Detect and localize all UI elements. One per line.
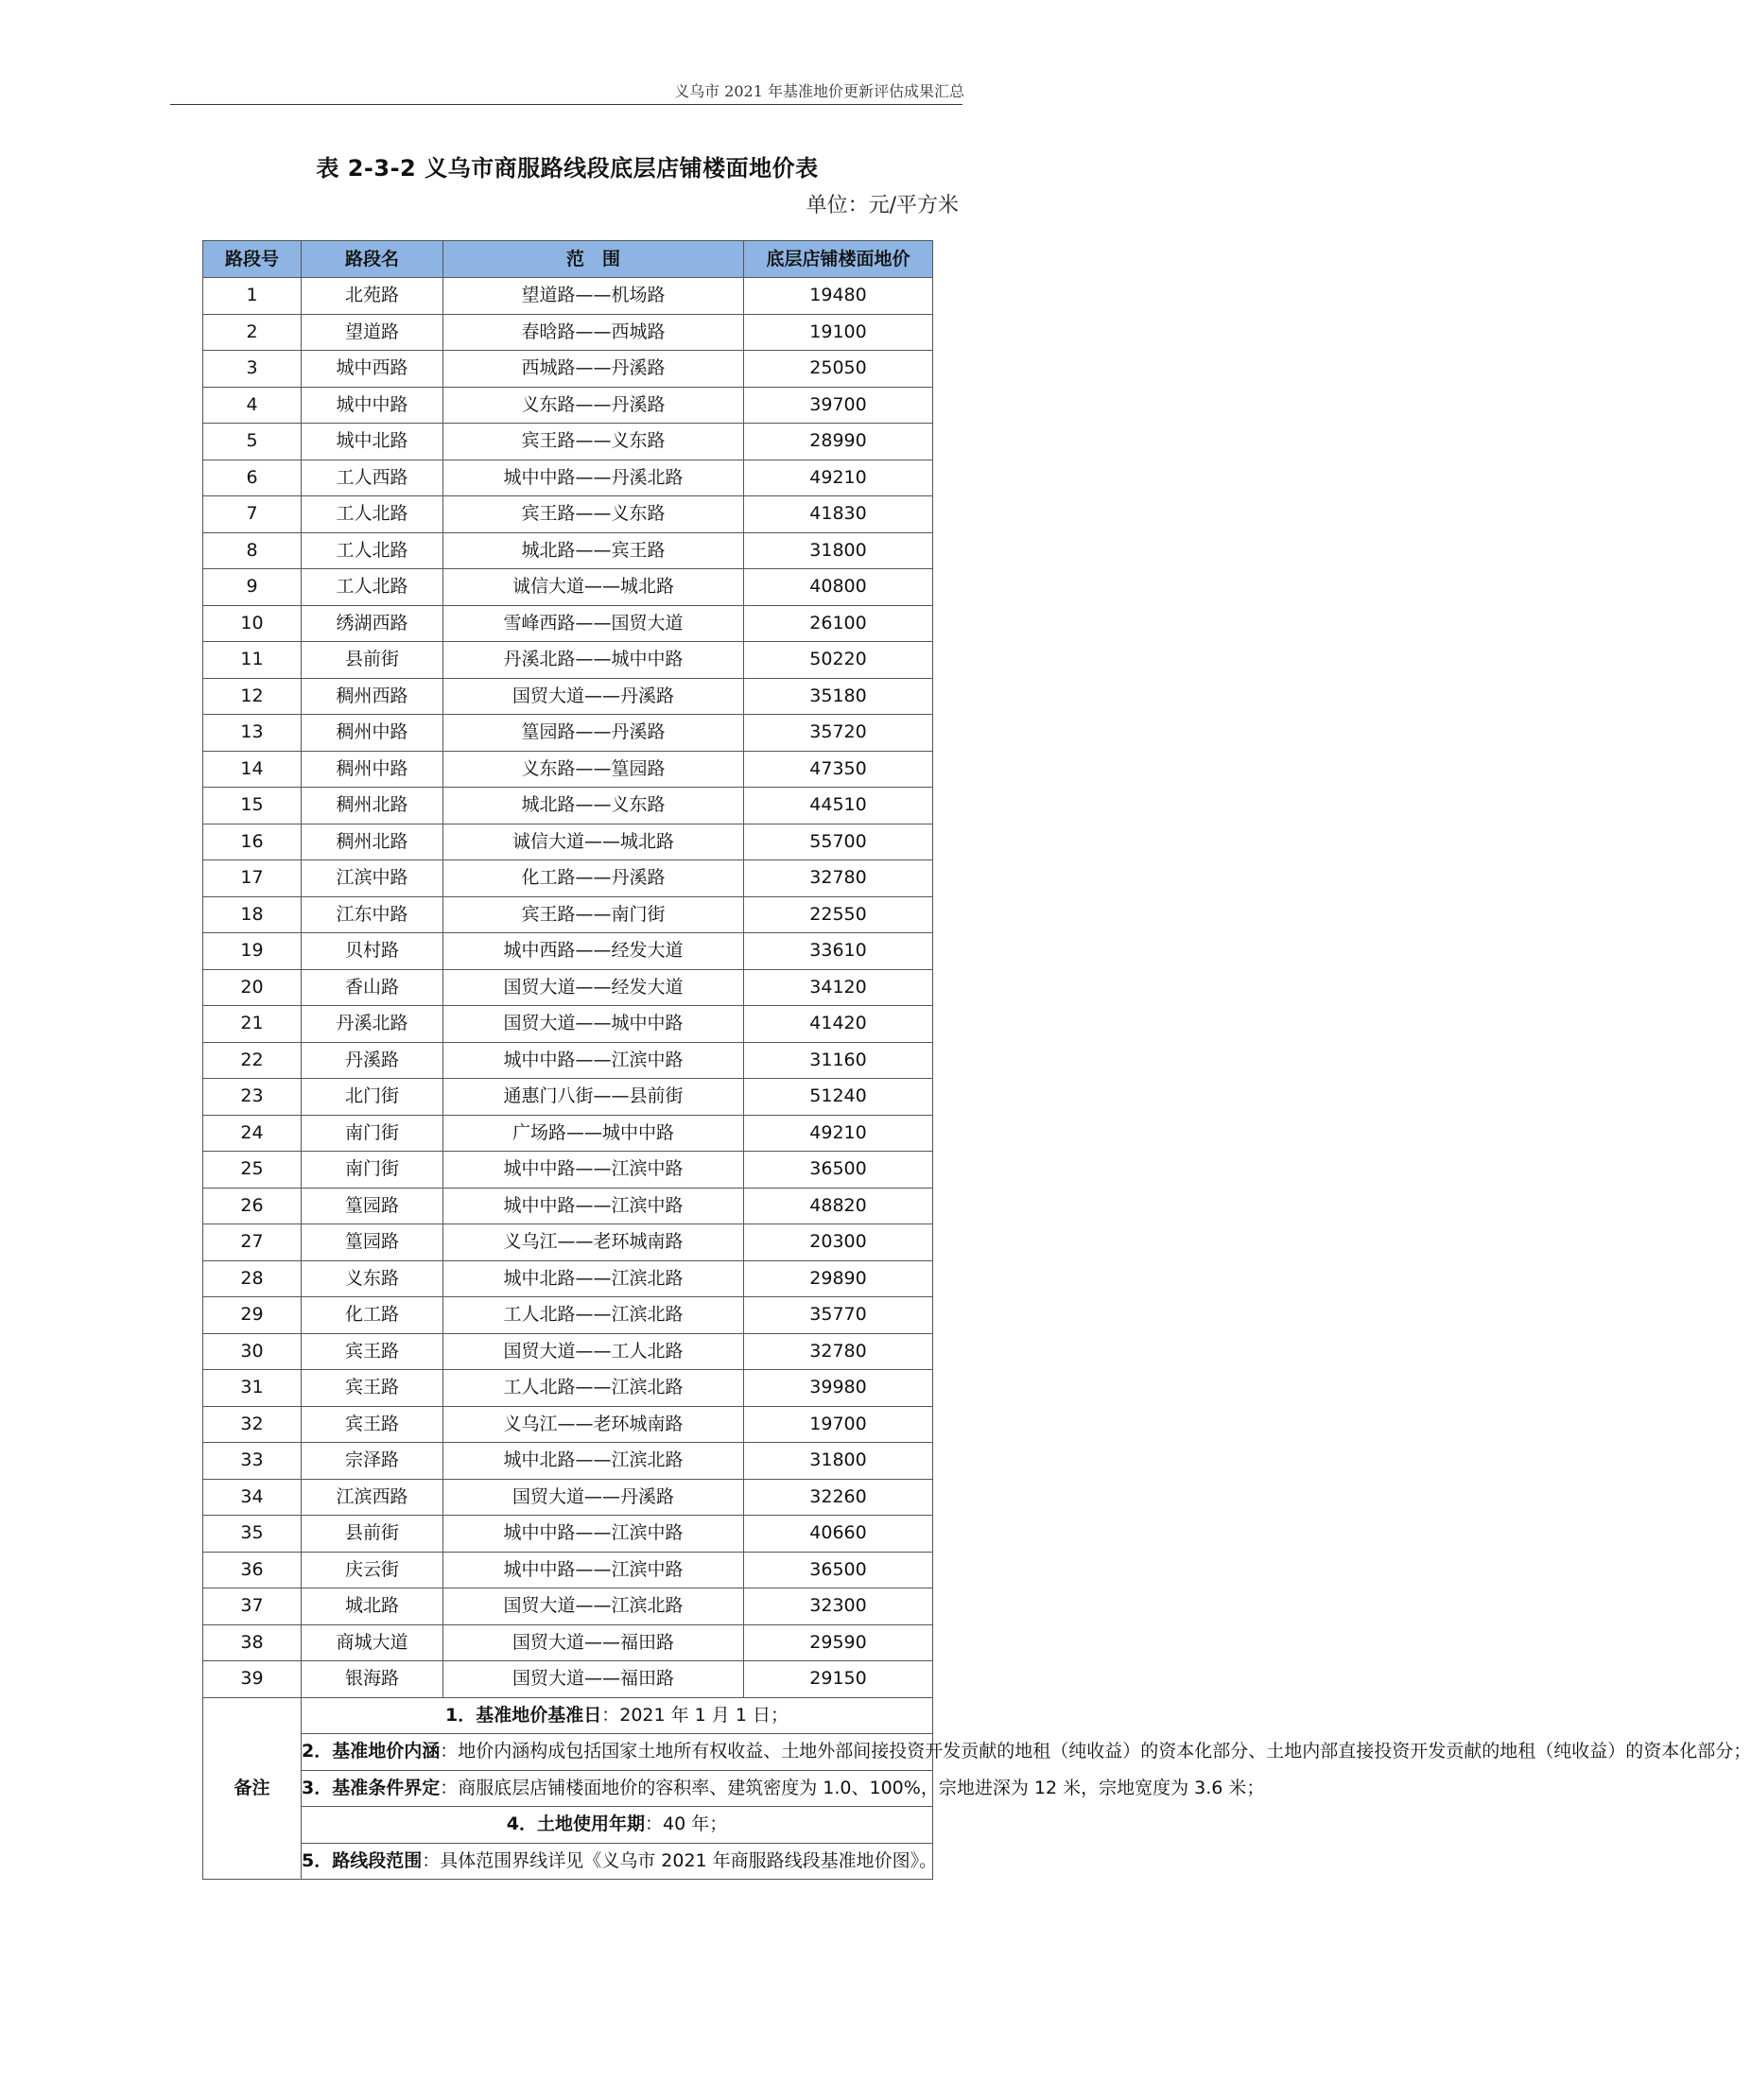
cell-range: 篁园路——丹溪路 xyxy=(443,715,744,752)
cell-segment-no: 10 xyxy=(203,605,302,642)
table-row xyxy=(203,969,933,1006)
cell-road-name: 绣湖西路 xyxy=(302,605,443,642)
cell-range: 国贸大道——城中中路 xyxy=(443,1006,744,1043)
table-row xyxy=(203,1588,933,1625)
table-row xyxy=(203,715,933,752)
cell-range: 国贸大道——经发大道 xyxy=(443,969,744,1006)
table-row xyxy=(203,1479,933,1516)
cell-road-name: 工人北路 xyxy=(302,496,443,533)
note-number: 5． xyxy=(302,1849,333,1871)
cell-range: 宾王路——义东路 xyxy=(443,496,744,533)
note-text: ：具体范围界线详见《义乌市 2021 年商服路线段基准地价图》。 xyxy=(422,1849,938,1871)
cell-price: 40660 xyxy=(744,1516,933,1553)
note-item xyxy=(302,1734,1751,1771)
cell-price: 32260 xyxy=(744,1479,933,1516)
cell-road-name: 义东路 xyxy=(302,1260,443,1297)
cell-price: 26100 xyxy=(744,605,933,642)
cell-road-name: 宗泽路 xyxy=(302,1443,443,1480)
cell-road-name: 庆云街 xyxy=(302,1552,443,1588)
cell-price: 35720 xyxy=(744,715,933,752)
cell-range: 城中北路——江滨北路 xyxy=(443,1260,744,1297)
note-text: ：商服底层店铺楼面地价的容积率、建筑密度为 1.0、100%，宗地进深为 12 米，宗地宽度为 3.6 米； xyxy=(440,1777,1265,1798)
table-row xyxy=(203,351,933,388)
cell-price: 36500 xyxy=(744,1152,933,1189)
table-row xyxy=(203,1333,933,1370)
note-item xyxy=(302,1770,1265,1807)
cell-range: 广场路——城中中路 xyxy=(443,1115,744,1152)
cell-price: 32780 xyxy=(744,1333,933,1370)
cell-segment-no: 8 xyxy=(203,532,302,569)
cell-range: 宾王路——义东路 xyxy=(443,424,744,460)
cell-price: 48820 xyxy=(744,1188,933,1224)
cell-segment-no: 34 xyxy=(203,1479,302,1516)
table-row xyxy=(203,1406,933,1443)
cell-segment-no: 3 xyxy=(203,351,302,388)
cell-road-name: 江东中路 xyxy=(302,896,443,933)
note-number: 4． xyxy=(506,1814,537,1834)
cell-range: 宾王路——南门街 xyxy=(443,896,744,933)
cell-road-name: 宾王路 xyxy=(302,1406,443,1443)
table-row xyxy=(203,642,933,679)
cell-road-name: 工人北路 xyxy=(302,569,443,606)
table-row xyxy=(203,424,933,460)
table-row xyxy=(203,314,933,351)
cell-segment-no: 39 xyxy=(203,1661,302,1698)
note-heading: 土地使用年期 xyxy=(537,1814,646,1834)
cell-price: 22550 xyxy=(744,896,933,933)
cell-price: 35180 xyxy=(744,678,933,715)
cell-range: 诚信大道——城北路 xyxy=(443,824,744,860)
cell-range: 通惠门八街——县前街 xyxy=(443,1079,744,1116)
note-number: 3． xyxy=(302,1777,333,1798)
cell-road-name: 县前街 xyxy=(302,642,443,679)
cell-range: 城中中路——江滨中路 xyxy=(443,1516,744,1553)
cell-price: 31800 xyxy=(744,532,933,569)
cell-price: 31800 xyxy=(744,1443,933,1480)
table-row xyxy=(203,1624,933,1661)
cell-range: 春晗路——西城路 xyxy=(443,314,744,351)
cell-price: 44510 xyxy=(744,788,933,824)
cell-road-name: 篁园路 xyxy=(302,1188,443,1224)
table-row xyxy=(203,1152,933,1189)
cell-road-name: 城中中路 xyxy=(302,387,443,424)
cell-road-name: 化工路 xyxy=(302,1297,443,1334)
cell-road-name: 丹溪北路 xyxy=(302,1006,443,1043)
cell-road-name: 稠州北路 xyxy=(302,824,443,860)
note-row xyxy=(203,1843,933,1880)
note-number: 1． xyxy=(445,1704,477,1726)
cell-price: 29890 xyxy=(744,1260,933,1297)
cell-range: 城中中路——江滨中路 xyxy=(443,1552,744,1588)
table-row xyxy=(203,1188,933,1224)
unit-label: 单位：元/平方米 xyxy=(806,194,959,217)
note-text: ：地价内涵构成包括国家土地所有权收益、土地外部间接投资开发贡献的地租（纯收益）的资本化部分、土地内部直接投资开发贡献的地租（纯收益）的资本化部分； xyxy=(440,1741,1751,1762)
table-header-row xyxy=(203,241,933,278)
cell-segment-no: 14 xyxy=(203,751,302,788)
table-row xyxy=(203,896,933,933)
cell-range: 义东路——篁园路 xyxy=(443,751,744,788)
cell-segment-no: 16 xyxy=(203,824,302,860)
cell-segment-no: 36 xyxy=(203,1552,302,1588)
table-row xyxy=(203,278,933,315)
cell-price: 49210 xyxy=(744,460,933,496)
table-row xyxy=(203,569,933,606)
cell-price: 47350 xyxy=(744,751,933,788)
cell-range: 城北路——宾王路 xyxy=(443,532,744,569)
cell-road-name: 稠州中路 xyxy=(302,751,443,788)
cell-price: 19100 xyxy=(744,314,933,351)
table-row xyxy=(203,860,933,897)
cell-segment-no: 26 xyxy=(203,1188,302,1224)
cell-road-name: 南门街 xyxy=(302,1152,443,1189)
cell-road-name: 城北路 xyxy=(302,1588,443,1625)
cell-range: 城中中路——江滨中路 xyxy=(443,1188,744,1224)
cell-price: 29150 xyxy=(744,1661,933,1698)
cell-price: 55700 xyxy=(744,824,933,860)
cell-segment-no: 32 xyxy=(203,1406,302,1443)
cell-range: 国贸大道——工人北路 xyxy=(443,1333,744,1370)
cell-range: 国贸大道——福田路 xyxy=(443,1661,744,1698)
note-heading: 基准地价内涵 xyxy=(332,1741,441,1762)
note-item xyxy=(302,1807,933,1844)
notes-label: 备注 xyxy=(203,1697,302,1880)
table-row xyxy=(203,1260,933,1297)
column-header-range: 范 围 xyxy=(443,241,744,278)
cell-segment-no: 18 xyxy=(203,896,302,933)
cell-segment-no: 13 xyxy=(203,715,302,752)
cell-road-name: 北苑路 xyxy=(302,278,443,315)
cell-road-name: 宾王路 xyxy=(302,1333,443,1370)
cell-range: 西城路——丹溪路 xyxy=(443,351,744,388)
cell-range: 城中中路——丹溪北路 xyxy=(443,460,744,496)
cell-road-name: 篁园路 xyxy=(302,1224,443,1261)
table-row xyxy=(203,933,933,970)
cell-price: 41830 xyxy=(744,496,933,533)
cell-price: 31160 xyxy=(744,1042,933,1079)
cell-range: 国贸大道——福田路 xyxy=(443,1624,744,1661)
table-row xyxy=(203,496,933,533)
cell-road-name: 县前街 xyxy=(302,1516,443,1553)
cell-range: 望道路——机场路 xyxy=(443,278,744,315)
note-heading: 基准地价基准日 xyxy=(476,1704,602,1726)
cell-segment-no: 5 xyxy=(203,424,302,460)
cell-segment-no: 2 xyxy=(203,314,302,351)
cell-price: 33610 xyxy=(744,933,933,970)
cell-segment-no: 21 xyxy=(203,1006,302,1043)
cell-segment-no: 19 xyxy=(203,933,302,970)
cell-road-name: 江滨中路 xyxy=(302,860,443,897)
note-text: ：40 年； xyxy=(645,1814,728,1834)
cell-range: 工人北路——江滨北路 xyxy=(443,1370,744,1407)
cell-road-name: 望道路 xyxy=(302,314,443,351)
cell-segment-no: 24 xyxy=(203,1115,302,1152)
cell-price: 35770 xyxy=(744,1297,933,1334)
note-row xyxy=(203,1697,933,1734)
table-row xyxy=(203,1370,933,1407)
cell-range: 国贸大道——江滨北路 xyxy=(443,1588,744,1625)
cell-price: 19480 xyxy=(744,278,933,315)
cell-price: 19700 xyxy=(744,1406,933,1443)
cell-price: 39700 xyxy=(744,387,933,424)
note-item xyxy=(302,1843,938,1880)
table-row xyxy=(203,1006,933,1043)
cell-segment-no: 22 xyxy=(203,1042,302,1079)
cell-road-name: 南门街 xyxy=(302,1115,443,1152)
cell-road-name: 稠州西路 xyxy=(302,678,443,715)
cell-segment-no: 31 xyxy=(203,1370,302,1407)
cell-segment-no: 20 xyxy=(203,969,302,1006)
cell-segment-no: 17 xyxy=(203,860,302,897)
cell-road-name: 稠州北路 xyxy=(302,788,443,824)
cell-segment-no: 30 xyxy=(203,1333,302,1370)
table-row xyxy=(203,1297,933,1334)
cell-road-name: 城中西路 xyxy=(302,351,443,388)
table-row xyxy=(203,1516,933,1553)
cell-range: 国贸大道——丹溪路 xyxy=(443,678,744,715)
note-heading: 路线段范围 xyxy=(332,1849,423,1871)
table-row xyxy=(203,1443,933,1480)
cell-range: 城中北路——江滨北路 xyxy=(443,1443,744,1480)
cell-segment-no: 23 xyxy=(203,1079,302,1116)
note-number: 2． xyxy=(302,1741,333,1762)
table-row xyxy=(203,751,933,788)
table-row xyxy=(203,788,933,824)
cell-range: 城中中路——江滨中路 xyxy=(443,1042,744,1079)
cell-price: 29590 xyxy=(744,1624,933,1661)
cell-price: 20300 xyxy=(744,1224,933,1261)
cell-range: 雪峰西路——国贸大道 xyxy=(443,605,744,642)
cell-segment-no: 12 xyxy=(203,678,302,715)
cell-price: 40800 xyxy=(744,569,933,606)
cell-road-name: 丹溪路 xyxy=(302,1042,443,1079)
cell-range: 工人北路——江滨北路 xyxy=(443,1297,744,1334)
cell-range: 丹溪北路——城中中路 xyxy=(443,642,744,679)
note-row xyxy=(203,1807,933,1844)
table-row xyxy=(203,1224,933,1261)
cell-price: 32300 xyxy=(744,1588,933,1625)
cell-segment-no: 1 xyxy=(203,278,302,315)
cell-price: 34120 xyxy=(744,969,933,1006)
table-row xyxy=(203,1552,933,1588)
cell-range: 城北路——义东路 xyxy=(443,788,744,824)
cell-road-name: 商城大道 xyxy=(302,1624,443,1661)
cell-road-name: 香山路 xyxy=(302,969,443,1006)
cell-range: 义乌江——老环城南路 xyxy=(443,1224,744,1261)
cell-range: 义东路——丹溪路 xyxy=(443,387,744,424)
cell-segment-no: 15 xyxy=(203,788,302,824)
cell-road-name: 贝村路 xyxy=(302,933,443,970)
land-price-table xyxy=(202,240,1751,1880)
table-row xyxy=(203,605,933,642)
cell-range: 化工路——丹溪路 xyxy=(443,860,744,897)
cell-segment-no: 29 xyxy=(203,1297,302,1334)
note-row xyxy=(203,1770,933,1807)
cell-segment-no: 38 xyxy=(203,1624,302,1661)
cell-range: 城中中路——江滨中路 xyxy=(443,1152,744,1189)
cell-road-name: 城中北路 xyxy=(302,424,443,460)
cell-segment-no: 28 xyxy=(203,1260,302,1297)
notes-section xyxy=(203,1697,1751,1880)
table-row xyxy=(203,460,933,496)
cell-segment-no: 37 xyxy=(203,1588,302,1625)
table-title: 表 2-3-2 义乌市商服路线段底层店铺楼面地价表 xyxy=(316,155,819,182)
note-text: ：2021 年 1 月 1 日； xyxy=(601,1704,789,1726)
table-row xyxy=(203,1042,933,1079)
column-header-price: 底层店铺楼面地价 xyxy=(744,241,933,278)
table-row xyxy=(203,387,933,424)
cell-road-name: 工人北路 xyxy=(302,532,443,569)
cell-price: 28990 xyxy=(744,424,933,460)
cell-road-name: 稠州中路 xyxy=(302,715,443,752)
cell-segment-no: 25 xyxy=(203,1152,302,1189)
cell-segment-no: 6 xyxy=(203,460,302,496)
cell-segment-no: 4 xyxy=(203,387,302,424)
header-rule xyxy=(170,104,962,105)
cell-range: 国贸大道——丹溪路 xyxy=(443,1479,744,1516)
column-header-segment-no: 路段号 xyxy=(203,241,302,278)
table-row xyxy=(203,532,933,569)
cell-segment-no: 9 xyxy=(203,569,302,606)
cell-price: 25050 xyxy=(744,351,933,388)
cell-price: 41420 xyxy=(744,1006,933,1043)
cell-range: 诚信大道——城北路 xyxy=(443,569,744,606)
cell-price: 51240 xyxy=(744,1079,933,1116)
cell-price: 49210 xyxy=(744,1115,933,1152)
cell-road-name: 江滨西路 xyxy=(302,1479,443,1516)
note-heading: 基准条件界定 xyxy=(332,1777,441,1798)
cell-price: 39980 xyxy=(744,1370,933,1407)
cell-range: 城中西路——经发大道 xyxy=(443,933,744,970)
table-row xyxy=(203,824,933,860)
cell-road-name: 北门街 xyxy=(302,1079,443,1116)
cell-road-name: 宾王路 xyxy=(302,1370,443,1407)
cell-segment-no: 27 xyxy=(203,1224,302,1261)
table-row xyxy=(203,1079,933,1116)
cell-segment-no: 33 xyxy=(203,1443,302,1480)
cell-road-name: 银海路 xyxy=(302,1661,443,1698)
table-row xyxy=(203,1115,933,1152)
cell-range: 义乌江——老环城南路 xyxy=(443,1406,744,1443)
note-row xyxy=(203,1734,933,1771)
table-row xyxy=(203,678,933,715)
cell-segment-no: 35 xyxy=(203,1516,302,1553)
cell-segment-no: 7 xyxy=(203,496,302,533)
cell-segment-no: 11 xyxy=(203,642,302,679)
cell-price: 36500 xyxy=(744,1552,933,1588)
running-header: 义乌市 2021 年基准地价更新评估成果汇总 xyxy=(674,82,964,100)
cell-price: 50220 xyxy=(744,642,933,679)
cell-price: 32780 xyxy=(744,860,933,897)
cell-road-name: 工人西路 xyxy=(302,460,443,496)
table-row xyxy=(203,1661,933,1698)
note-item xyxy=(302,1697,933,1734)
column-header-road-name: 路段名 xyxy=(302,241,443,278)
table-body xyxy=(203,278,933,1698)
